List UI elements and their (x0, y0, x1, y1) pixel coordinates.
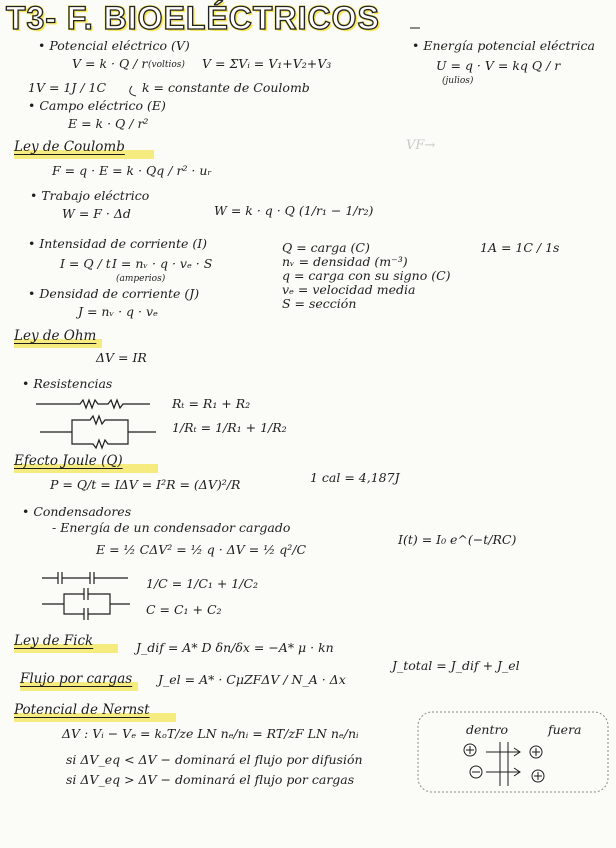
nernst-charge-rule: si ΔV_eq > ΔV − dominará el flujo por cargas (66, 772, 355, 787)
nernst-formula: ΔV : Vᵢ − Vₑ = kₒT/ze LN nₑ/nᵢ = RT/zF LN nₑ/nᵢ (62, 726, 359, 741)
coulomb-constant: k = constante de Coulomb (142, 80, 310, 95)
resist-parallel: 1/Rₜ = 1/R₁ + 1/R₂ (172, 420, 287, 435)
energy-label: • Energía potencial eléctrica (412, 38, 595, 53)
discharge-formula: I(t) = I₀ e^(−t/RC) (398, 532, 517, 547)
capacitor-energy-label: - Energía de un condensador cargado (52, 520, 291, 535)
legend-density: nᵥ = densidad (m⁻³) (282, 254, 408, 269)
legend-charge: Q = carga (C) (282, 240, 370, 255)
energy-formula: U = q · V = kq Q / r (436, 58, 561, 73)
ohm-title: Ley de Ohm (14, 328, 97, 344)
ghost-note: VF→ (406, 138, 436, 153)
density-formula: J = nᵥ · q · vₑ (78, 304, 158, 319)
work-label: • Trabajo eléctrico (30, 188, 150, 203)
legend-section: S = sección (282, 296, 357, 311)
capacitor-parallel-symbol (42, 588, 130, 620)
capacitor-label: • Condensadores (22, 504, 132, 519)
field-formula: E = k · Q / r² (68, 116, 149, 131)
ion-charge-diagram (418, 712, 608, 792)
outside-label: fuera (548, 722, 582, 737)
current-formula-drift: I = nᵥ · q · vₑ · S (112, 256, 213, 271)
coulomb-formula: F = q · E = k · Qq / r² · uᵣ (52, 163, 212, 178)
capacitor-series: 1/C = 1/C₁ + 1/C₂ (146, 576, 259, 591)
coulomb-title: Ley de Coulomb (14, 139, 125, 155)
flux-title: Flujo por cargas (20, 671, 133, 687)
work-formula: W = F · Δd (62, 206, 131, 221)
current-label: • Intensidad de corriente (I) (28, 236, 208, 251)
potential-label: • Potencial eléctrico (V) (38, 38, 190, 53)
resist-label: • Resistencias (22, 376, 113, 391)
total-flux: J_total = J_dif + J_el (392, 658, 520, 673)
potential-sum: V = ΣVᵢ = V₁+V₂+V₃ (202, 56, 332, 71)
joule-formula: P = Q/t = IΔV = I²R = (ΔV)²/R (50, 477, 241, 492)
resist-series: Rₜ = R₁ + R₂ (172, 396, 251, 411)
resistor-series-symbol (36, 400, 150, 408)
page-title: T3- F. BIOELÉCTRICOS (6, 0, 380, 36)
capacitor-energy-formula: E = ½ CΔV² = ½ q · ΔV = ½ q²/C (96, 542, 307, 557)
potential-formula: V = k · Q / r (72, 56, 148, 71)
inside-label: dentro (466, 722, 508, 737)
resistor-parallel-symbol (40, 416, 156, 448)
current-formula: I = Q / t (60, 256, 111, 271)
current-unit: (amperios) (116, 274, 166, 284)
ampere-definition: 1A = 1C / 1s (480, 240, 560, 255)
legend-signed-charge: q = carga con su signo (C) (282, 268, 451, 283)
ohm-formula: ΔV = IR (96, 350, 147, 365)
flux-formula: J_el = A* · CμZFΔV / N_A · Δx (158, 672, 346, 687)
legend-velocity: vₑ = velocidad media (282, 282, 416, 297)
fick-title: Ley de Fick (14, 633, 94, 649)
nernst-title: Potencial de Nernst (14, 702, 150, 718)
potential-unit: (voltios) (148, 60, 185, 70)
nernst-diffusion-rule: si ΔV_eq < ΔV − dominará el flujo por difusión (66, 752, 363, 767)
capacitor-series-symbol (42, 572, 128, 584)
work-formula-integral: W = k · q · Q (1/r₁ − 1/r₂) (214, 203, 374, 218)
capacitor-parallel: C = C₁ + C₂ (146, 602, 222, 617)
calorie-definition: 1 cal = 4,187J (310, 470, 400, 485)
volt-definition: 1V = 1J / 1C (28, 80, 107, 95)
energy-unit: (julios) (442, 76, 474, 86)
fick-formula: J_dif = A* D δn/δx = −A* μ · kn (136, 640, 334, 655)
field-label: • Campo eléctrico (E) (28, 98, 166, 113)
density-label: • Densidad de corriente (J) (28, 286, 200, 301)
joule-title: Efecto Joule (Q) (14, 453, 123, 469)
